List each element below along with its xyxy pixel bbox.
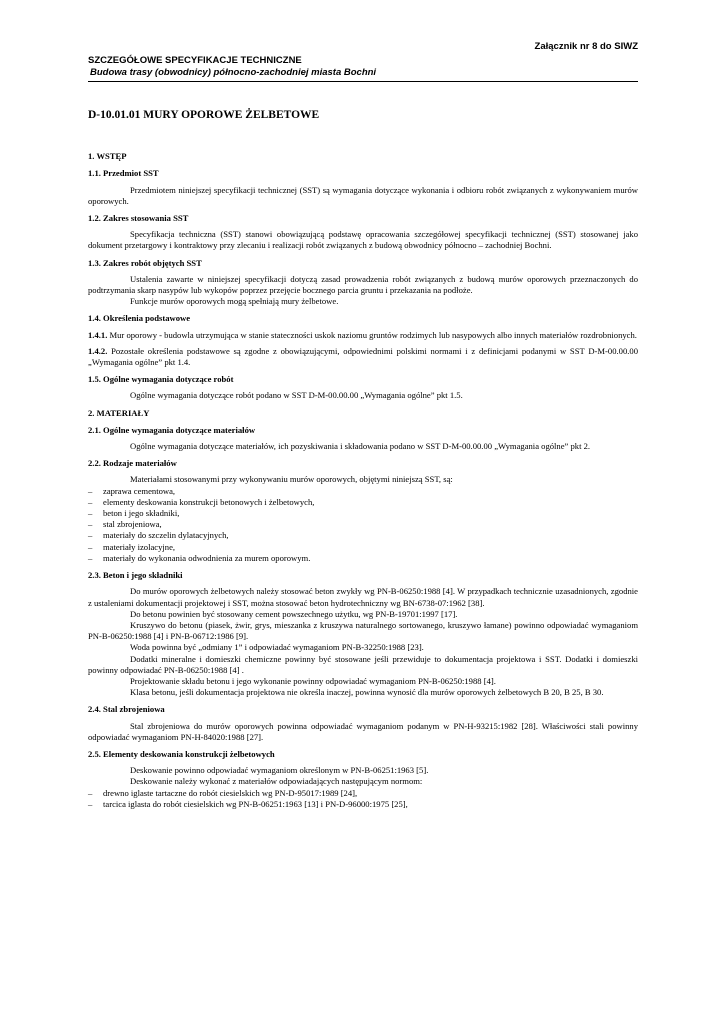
list-item: [88, 553, 638, 564]
paragraph: Kruszywo do betonu (piasek, żwir, grys, mieszanka z kruszywa naturalnego sortowanego, kruszywo łamane) powinno odpowiadać wymaganiom PN-B-06250:1988 [4] i PN-B-06712:1986 [9].: [88, 619, 638, 642]
paragraph: Deskowanie powinno odpowiadać wymaganiom określonym w PN-B-06251:1963 [5].: [130, 765, 429, 776]
paragraph: Projektowanie składu betonu i jego wykonanie powinny odpowiadać wymaganiom PN-B-06250:1988 [4].: [130, 675, 496, 686]
list-item: [88, 542, 638, 553]
paragraph: Dodatki mineralne i domieszki chemiczne powinny być stosowane jeśli przewiduje to dokumentacja projektowa i SST. Dodatki i domieszki powinny odpowiadać PN-B-06250:1988 [4] .: [88, 653, 638, 675]
list-item-text: tarcica iglasta do robót ciesielskich wg PN-B-06251:1963 [13] i PN-D-96000:1975 [25],: [103, 798, 408, 809]
dash-bullet: –: [88, 530, 93, 541]
list-item-text: materiały do wykonania odwodnienia za murem oporowym.: [103, 552, 311, 563]
section-heading: 2.4. Stal zbrojeniowa: [88, 704, 165, 715]
paragraph: Ogólne wymagania dotyczące materiałów, ich pozyskiwania i składowania podano w SST D-M-00.00.00 „Wymagania ogólne” pkt 2.: [130, 441, 591, 452]
dash-bullet: –: [88, 552, 93, 563]
section-heading: 1.5. Ogólne wymagania dotyczące robót: [88, 374, 234, 385]
definition-number: 1.4.1.: [88, 329, 108, 340]
definition-number: 1.4.2.: [88, 345, 108, 356]
section-heading: 2.2. Rodzaje materiałów: [88, 458, 177, 469]
section-heading: 1.2. Zakres stosowania SST: [88, 213, 189, 224]
dash-bullet: –: [88, 798, 93, 809]
list-item: [88, 799, 638, 810]
list-item: [88, 508, 638, 519]
section-heading: 1.3. Zakres robót objętych SST: [88, 257, 202, 268]
list-item: [88, 497, 638, 508]
dash-bullet: –: [88, 508, 93, 519]
list-item: [88, 519, 638, 530]
paragraph: Funkcje murów oporowych mogą spełniają mury żelbetowe.: [130, 296, 339, 307]
list-item-text: stal zbrojeniowa,: [103, 519, 162, 530]
annex-label: Załącznik nr 8 do SIWZ: [534, 41, 638, 52]
paragraph: Woda powinna być „odmiany 1” i odpowiadać wymaganiom PN-B-32250:1988 [23].: [130, 642, 424, 653]
bullet-list: [88, 788, 638, 810]
paragraph: Stal zbrojeniowa do murów oporowych powinna odpowiadać wymaganiom podanym w PN-H-93215:1982 [28]. Właściwości stali powinny odpowiadać wymaganiom PN-H-84020:1988 [27].: [88, 720, 638, 742]
list-item-text: beton i jego składniki,: [103, 508, 180, 519]
list-item-text: materiały izolacyjne,: [103, 541, 176, 552]
document-body: [88, 110, 638, 815]
numbered-definition: [88, 330, 638, 341]
section-heading: 1. WSTĘP: [88, 151, 127, 162]
dash-bullet: –: [88, 519, 93, 530]
list-item-text: elementy deskowania konstrukcji betonowych i żelbetowych,: [103, 496, 315, 507]
section-heading: 1.1. Przedmiot SST: [88, 168, 159, 179]
section-heading: 2.3. Beton i jego składniki: [88, 570, 183, 581]
bullet-list: [88, 486, 638, 564]
section-heading: 2. MATERIAŁY: [88, 407, 150, 418]
list-item-text: materiały do szczelin dylatacyjnych,: [103, 530, 229, 541]
definition-text: Pozostałe określenia podstawowe są zgodne z obowiązującymi, odpowiednimi polskimi normami i z definicjami podanymi w SST D-M-00.00.00 „Wymagania ogólne” pkt 1.4.: [88, 345, 638, 368]
dash-bullet: –: [88, 787, 93, 798]
paragraph: Ogólne wymagania dotyczące robót podano w SST D-M-00.00.00 „Wymagania ogólne” pkt 1.5.: [130, 390, 463, 401]
header-subtitle: Budowa trasy (obwodnicy) północno-zachodniej miasta Bochni: [90, 67, 377, 78]
paragraph: Przedmiotem niniejszej specyfikacji technicznej (SST) są wymagania dotyczące wykonania i odbioru robót związanych z wykonywaniem murów oporowych.: [88, 184, 638, 206]
definition-text: Mur oporowy - budowla utrzymująca w stanie stateczności uskok naziomu gruntów rodzimych lub nasypowych albo innych materiałów rozdrobnionych.: [107, 329, 637, 340]
document-title: D-10.01.01 MURY OPOROWE ŻELBETOWE: [88, 109, 320, 121]
paragraph: Klasa betonu, jeśli dokumentacja projektowa nie określa inaczej, powinna wynosić dla murów oporowych żelbetowych B 20, B 25, B 30.: [130, 687, 604, 698]
dash-bullet: –: [88, 485, 93, 496]
paragraph: Ustalenia zawarte w niniejszej specyfikacji dotyczą zasad prowadzenia robót związanych z budową murów oporowych przeznaczonych do podtrzymania skarp nasypów lub wykopów poprzez przejęcie bocznego parcia gruntu i przekazania na podłoże.: [88, 273, 638, 296]
paragraph: Do murów oporowych żelbetowych należy stosować beton zwykły wg PN-B-06250:1988 [4]. W przypadkach technicznie uzasadnionych, zgodnie z ustaleniami dokumentacji projektowej i SST, można stosować beton hydrotechniczny wg BN-6738-07:1962 [38].: [88, 586, 638, 608]
paragraph: Do betonu powinien być stosowany cement powszechnego użytku, wg PN-B-19701:1997 [17].: [130, 608, 458, 619]
dash-bullet: –: [88, 541, 93, 552]
document-header: [88, 55, 638, 82]
numbered-definition: [88, 346, 638, 368]
list-item-text: zaprawa cementowa,: [103, 485, 176, 496]
paragraph: Deskowanie należy wykonać z materiałów odpowiadających następującym normom:: [130, 776, 423, 787]
section-heading: 1.4. Określenia podstawowe: [88, 313, 191, 324]
paragraph: Materiałami stosowanymi przy wykonywaniu murów oporowych, objętymi niniejszą SST, są:: [130, 474, 453, 485]
list-item: [88, 530, 638, 541]
section-heading: 2.1. Ogólne wymagania dotyczące materiałów: [88, 424, 256, 435]
list-item: [88, 788, 638, 799]
list-item-text: drewno iglaste tartaczne do robót ciesielskich wg PN-D-95017:1989 [24],: [103, 787, 358, 798]
header-title: SZCZEGÓŁOWE SPECYFIKACJE TECHNICZNE: [88, 55, 302, 66]
paragraph: Specyfikacja techniczna (SST) stanowi obowiązującą podstawę opracowania szczegółowej specyfikacji technicznej (SST) stosowanej jako dokument przetargowy i kontraktowy przy zlecaniu i realizacji robót związanych z budową obwodnicy północno – zachodniej Bochni.: [88, 229, 638, 251]
dash-bullet: –: [88, 496, 93, 507]
list-item: [88, 486, 638, 497]
section-heading: 2.5. Elementy deskowania konstrukcji żelbetowych: [88, 748, 275, 759]
